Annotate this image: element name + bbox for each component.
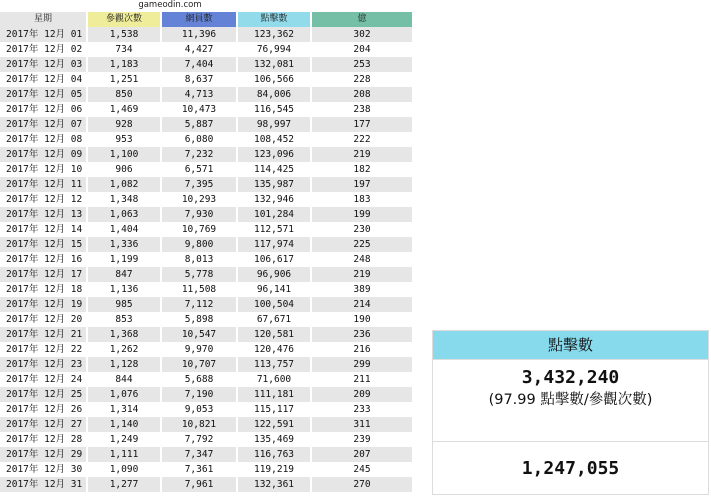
cell-views: 1,314 <box>109 404 139 415</box>
cell-date: 2017年 12月 05 <box>0 87 86 102</box>
cell-views: 1,183 <box>88 57 160 72</box>
cell-clicks: 122,591 <box>238 417 310 432</box>
cell-date: 2017年 12月 02 <box>6 44 83 55</box>
cell-extra: 214 <box>312 297 412 312</box>
clicks-per-visit-note: (97.99 點擊數/參觀次數) <box>488 392 653 408</box>
cell-clicks: 119,219 <box>253 464 295 475</box>
cell-date: 2017年 12月 08 <box>6 134 83 145</box>
cell-members: 7,112 <box>162 297 236 312</box>
cell-members: 5,688 <box>184 374 214 385</box>
cell-extra: 211 <box>353 374 371 385</box>
cell-extra: 311 <box>312 417 412 432</box>
table-row <box>0 162 412 177</box>
cell-clicks: 112,571 <box>253 224 295 235</box>
cell-clicks: 113,757 <box>238 357 310 372</box>
cell-clicks: 106,617 <box>253 254 295 265</box>
cell-extra: 208 <box>312 87 412 102</box>
cell-extra: 182 <box>353 164 371 175</box>
cell-clicks: 101,284 <box>238 207 310 222</box>
cell-views: 1,538 <box>88 27 160 42</box>
cell-members: 10,821 <box>162 417 236 432</box>
cell-members: 8,013 <box>184 254 214 265</box>
cell-views: 1,277 <box>88 477 160 492</box>
cell-date: 2017年 12月 15 <box>0 237 86 252</box>
cell-date: 2017年 12月 19 <box>0 297 86 312</box>
second-summary-value: 1,247,055 <box>521 458 620 479</box>
cell-views: 1,368 <box>88 327 160 342</box>
cell-views: 1,063 <box>88 207 160 222</box>
cell-views: 844 <box>115 374 133 385</box>
cell-date: 2017年 12月 25 <box>0 387 86 402</box>
cell-date: 2017年 12月 16 <box>6 254 83 265</box>
table-row <box>0 432 412 447</box>
cell-members: 10,547 <box>162 327 236 342</box>
cell-extra: 222 <box>353 134 371 145</box>
cell-date: 2017年 12月 22 <box>6 344 83 355</box>
cell-extra: 270 <box>312 477 412 492</box>
cell-extra: 209 <box>312 387 412 402</box>
cell-members: 6,080 <box>184 134 214 145</box>
cell-extra: 236 <box>312 327 412 342</box>
table-row <box>0 447 412 462</box>
table-header-row <box>0 12 412 27</box>
cell-clicks: 84,006 <box>238 87 310 102</box>
cell-views: 1,140 <box>88 417 160 432</box>
cell-extra: 389 <box>353 284 371 295</box>
cell-date: 2017年 12月 09 <box>0 147 86 162</box>
cell-extra: 302 <box>312 27 412 42</box>
cell-members: 7,395 <box>162 177 236 192</box>
daily-stats-table-viewport <box>0 12 371 497</box>
table-row <box>0 177 412 192</box>
cell-members: 7,961 <box>162 477 236 492</box>
cell-clicks: 120,581 <box>238 327 310 342</box>
cell-clicks: 96,906 <box>238 267 310 282</box>
cell-views: 853 <box>115 314 133 325</box>
cell-extra: 230 <box>353 224 371 235</box>
cell-date: 2017年 12月 03 <box>0 57 86 72</box>
daily-stats-table <box>0 12 414 492</box>
cell-date: 2017年 12月 30 <box>6 464 83 475</box>
cell-views: 1,090 <box>109 464 139 475</box>
cell-date: 2017年 12月 21 <box>0 327 86 342</box>
cell-members: 9,800 <box>162 237 236 252</box>
cell-clicks: 117,974 <box>238 237 310 252</box>
cell-views: 985 <box>88 297 160 312</box>
table-row <box>0 267 412 282</box>
cell-extra: 238 <box>353 104 371 115</box>
cell-clicks: 111,181 <box>238 387 310 402</box>
cell-members: 7,404 <box>162 57 236 72</box>
cell-views: 928 <box>88 117 160 132</box>
column-header-extra[interactable]: 億 <box>312 12 412 27</box>
cell-clicks: 115,117 <box>253 404 295 415</box>
cell-members: 7,361 <box>184 464 214 475</box>
cell-clicks: 132,081 <box>238 57 310 72</box>
cell-clicks: 98,997 <box>238 117 310 132</box>
cell-extra: 253 <box>312 57 412 72</box>
cell-views: 1,249 <box>109 434 139 445</box>
cell-extra: 219 <box>312 267 412 282</box>
cell-date: 2017年 12月 14 <box>6 224 83 235</box>
cell-members: 7,232 <box>162 147 236 162</box>
cell-views: 1,469 <box>109 104 139 115</box>
cell-date: 2017年 12月 04 <box>6 74 83 85</box>
cell-members: 11,396 <box>162 27 236 42</box>
cell-clicks: 132,361 <box>238 477 310 492</box>
table-row <box>0 147 412 162</box>
column-header-date[interactable]: 星期 <box>0 12 86 27</box>
table-row <box>0 402 412 417</box>
summary-header: 點擊數 <box>433 331 708 359</box>
cell-extra: 207 <box>312 447 412 462</box>
cell-date: 2017年 12月 27 <box>0 417 86 432</box>
table-row <box>0 222 412 237</box>
cell-extra: 204 <box>353 44 371 55</box>
cell-members: 10,473 <box>181 104 217 115</box>
summary-second-cell <box>433 441 708 495</box>
cell-views: 1,251 <box>109 74 139 85</box>
cell-views: 953 <box>115 134 133 145</box>
table-row <box>0 57 412 72</box>
table-row <box>0 72 412 87</box>
cell-clicks: 71,600 <box>256 374 292 385</box>
cell-members: 6,571 <box>184 164 214 175</box>
cell-members: 5,778 <box>162 267 236 282</box>
table-row <box>0 387 412 402</box>
cell-extra: 245 <box>353 464 371 475</box>
table-row <box>0 27 412 42</box>
cell-date: 2017年 12月 01 <box>0 27 86 42</box>
cell-date: 2017年 12月 31 <box>0 477 86 492</box>
cell-clicks: 120,476 <box>253 344 295 355</box>
cell-views: 1,136 <box>109 284 139 295</box>
cell-members: 7,190 <box>162 387 236 402</box>
table-row <box>0 87 412 102</box>
cell-members: 5,898 <box>184 314 214 325</box>
cell-extra: 225 <box>312 237 412 252</box>
cell-extra: 228 <box>353 74 371 85</box>
cell-date: 2017年 12月 07 <box>0 117 86 132</box>
cell-date: 2017年 12月 18 <box>6 284 83 295</box>
cell-date: 2017年 12月 10 <box>6 164 83 175</box>
table-row <box>0 282 412 297</box>
table-row <box>0 252 412 267</box>
cell-views: 1,336 <box>88 237 160 252</box>
cell-date: 2017年 12月 28 <box>6 434 83 445</box>
cell-extra: 190 <box>353 314 371 325</box>
table-row <box>0 132 412 147</box>
cell-members: 8,637 <box>184 74 214 85</box>
clicks-summary-panel <box>432 330 709 495</box>
table-row <box>0 477 412 492</box>
cell-clicks: 116,545 <box>253 104 295 115</box>
cell-extra: 233 <box>353 404 371 415</box>
table-row <box>0 327 412 342</box>
cell-members: 5,887 <box>162 117 236 132</box>
cell-clicks: 108,452 <box>253 134 295 145</box>
table-row <box>0 342 412 357</box>
cell-views: 1,404 <box>109 224 139 235</box>
cell-views: 1,348 <box>109 194 139 205</box>
cell-members: 4,713 <box>162 87 236 102</box>
cell-views: 1,082 <box>88 177 160 192</box>
cell-clicks: 106,566 <box>253 74 295 85</box>
cell-extra: 248 <box>353 254 371 265</box>
table-row <box>0 42 412 57</box>
cell-members: 9,970 <box>184 344 214 355</box>
cell-clicks: 116,763 <box>238 447 310 462</box>
cell-members: 11,508 <box>181 284 217 295</box>
cell-extra: 183 <box>353 194 371 205</box>
cell-views: 850 <box>88 87 160 102</box>
column-header-members[interactable]: 網員數 <box>162 12 236 27</box>
table-row <box>0 462 412 477</box>
cell-date: 2017年 12月 11 <box>0 177 86 192</box>
cell-members: 10,769 <box>181 224 217 235</box>
cell-extra: 299 <box>312 357 412 372</box>
cell-extra: 239 <box>353 434 371 445</box>
cell-views: 1,076 <box>88 387 160 402</box>
table-row <box>0 417 412 432</box>
summary-total-cell <box>433 359 708 441</box>
column-header-clicks[interactable]: 點擊數 <box>238 12 310 27</box>
cell-members: 7,930 <box>162 207 236 222</box>
cell-date: 2017年 12月 17 <box>0 267 86 282</box>
table-row <box>0 237 412 252</box>
cell-extra: 216 <box>353 344 371 355</box>
column-header-views[interactable]: 參觀次數 <box>88 12 160 27</box>
cell-members: 9,053 <box>184 404 214 415</box>
cell-date: 2017年 12月 06 <box>6 104 83 115</box>
cell-views: 1,128 <box>88 357 160 372</box>
cell-clicks: 132,946 <box>253 194 295 205</box>
cell-date: 2017年 12月 23 <box>0 357 86 372</box>
cell-clicks: 96,141 <box>256 284 292 295</box>
table-row <box>0 357 412 372</box>
cell-members: 7,792 <box>184 434 214 445</box>
cell-date: 2017年 12月 13 <box>0 207 86 222</box>
cell-clicks: 135,987 <box>238 177 310 192</box>
cell-date: 2017年 12月 29 <box>0 447 86 462</box>
cell-views: 847 <box>88 267 160 282</box>
cell-clicks: 123,096 <box>238 147 310 162</box>
cell-views: 734 <box>115 44 133 55</box>
cell-members: 7,347 <box>162 447 236 462</box>
cell-date: 2017年 12月 20 <box>6 314 83 325</box>
cell-views: 906 <box>115 164 133 175</box>
cell-clicks: 135,469 <box>253 434 295 445</box>
cell-clicks: 100,504 <box>238 297 310 312</box>
table-row <box>0 372 412 387</box>
total-clicks-value: 3,432,240 <box>521 367 620 388</box>
cell-clicks: 76,994 <box>256 44 292 55</box>
cell-clicks: 123,362 <box>238 27 310 42</box>
cell-views: 1,199 <box>109 254 139 265</box>
cell-extra: 199 <box>312 207 412 222</box>
cell-date: 2017年 12月 24 <box>6 374 83 385</box>
table-row <box>0 312 412 327</box>
cell-date: 2017年 12月 12 <box>6 194 83 205</box>
cell-members: 4,427 <box>184 44 214 55</box>
cell-clicks: 67,671 <box>256 314 292 325</box>
cell-members: 10,293 <box>181 194 217 205</box>
table-row <box>0 192 412 207</box>
cell-date: 2017年 12月 26 <box>6 404 83 415</box>
site-domain: gameodin.com <box>138 0 202 10</box>
table-row <box>0 207 412 222</box>
table-row <box>0 117 412 132</box>
cell-views: 1,262 <box>109 344 139 355</box>
cell-extra: 219 <box>312 147 412 162</box>
table-row <box>0 102 412 117</box>
cell-views: 1,111 <box>88 447 160 462</box>
cell-members: 10,707 <box>162 357 236 372</box>
cell-extra: 177 <box>312 117 412 132</box>
cell-clicks: 114,425 <box>253 164 295 175</box>
cell-extra: 197 <box>312 177 412 192</box>
table-row <box>0 297 412 312</box>
cell-views: 1,100 <box>88 147 160 162</box>
